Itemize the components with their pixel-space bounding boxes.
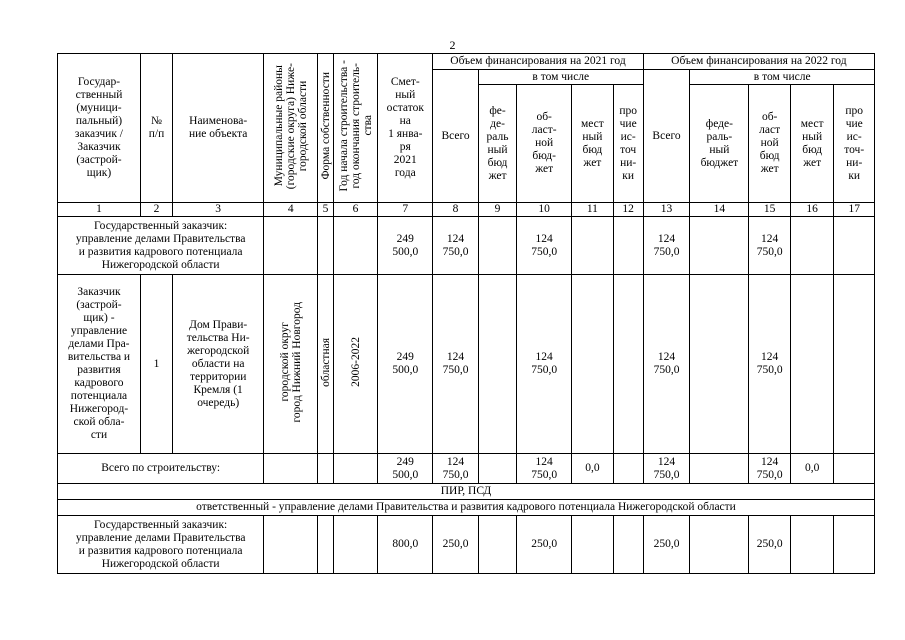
col-number: 5: [318, 203, 334, 217]
regional-2022-value: 124 750,0: [749, 454, 790, 484]
header-other-2021: про чие ис- точ ни- ки: [613, 85, 643, 203]
state-customer-label: Государственный заказчик: управление делами Правительства и развития кадрового потенциала Нижегородской области: [58, 516, 264, 574]
col-number: 6: [333, 203, 378, 217]
responsible-row: [58, 500, 875, 516]
col-number: 14: [690, 203, 749, 217]
total-2022-value: 124 750,0: [643, 454, 690, 484]
state-customer-row-2: [58, 516, 875, 574]
regional-2021-value: 124 750,0: [517, 217, 572, 275]
col-number: 3: [173, 203, 264, 217]
header-regional-2021: об- ласт- ной бюд- жет: [517, 85, 572, 203]
header-number: № п/п: [140, 54, 172, 203]
object-customer: Заказчик (застрой- щик) - управление делами Пра- вительства и развития кадрового потенциала Нижегород- ской обла- сти: [58, 275, 141, 454]
estimate-value: 249 500,0: [378, 454, 433, 484]
total-2021-value: 124 750,0: [433, 275, 479, 454]
header-fin-2022: Объем финансирования на 2022 год: [643, 54, 874, 70]
header-total-2022: Всего: [643, 70, 690, 203]
total-2021-value: 124 750,0: [433, 217, 479, 275]
object-name: Дом Прави- тельства Ни- жегородской области на территории Кремля (1 очередь): [173, 275, 264, 454]
object-number: 1: [140, 275, 172, 454]
col-number: 4: [264, 203, 318, 217]
total-2021-value: 250,0: [433, 516, 479, 574]
local-2022-value: 0,0: [790, 454, 834, 484]
regional-2022-value: 124 750,0: [749, 275, 790, 454]
total-label: Всего по строительству:: [58, 454, 264, 484]
pir-psd-label: ПИР, ПСД: [58, 484, 875, 500]
pir-psd-row: [58, 484, 875, 500]
header-customer: Государ- ственный (муници- пальный) заказчик / Заказчик (застрой- щик): [58, 54, 141, 203]
state-customer-row: [58, 217, 875, 275]
col-number: 13: [643, 203, 690, 217]
col-number: 10: [517, 203, 572, 217]
col-number: 9: [478, 203, 516, 217]
estimate-value: 249 500,0: [378, 217, 433, 275]
header-total-2021: Всего: [433, 70, 479, 203]
total-row: [58, 454, 875, 484]
total-2022-value: 124 750,0: [643, 275, 690, 454]
col-number: 11: [572, 203, 613, 217]
regional-2021-value: 250,0: [517, 516, 572, 574]
regional-2021-value: 124 750,0: [517, 454, 572, 484]
col-number: 12: [613, 203, 643, 217]
estimate-value: 800,0: [378, 516, 433, 574]
total-2021-value: 124 750,0: [433, 454, 479, 484]
header-years: Год начала строительства - год окончания строитель- ства: [333, 54, 378, 203]
col-number: 2: [140, 203, 172, 217]
header-other-2022: про чие ис- точ- ни- ки: [834, 85, 875, 203]
object-ownership: областная: [318, 275, 334, 454]
header-local-2022: мест ный бюд жет: [790, 85, 834, 203]
regional-2022-value: 124 750,0: [749, 217, 790, 275]
local-2021-value: 0,0: [572, 454, 613, 484]
header-including-2021: в том числе: [478, 70, 643, 85]
responsible-label: ответственный - управление делами Правительства и развития кадрового потенциала Нижегородской области: [58, 500, 875, 516]
total-2022-value: 250,0: [643, 516, 690, 574]
object-district: городской округ город Нижний Новгород: [264, 275, 318, 454]
header-object-name: Наименова- ние объекта: [173, 54, 264, 203]
header-districts: Муниципальные районы (городские округа) Ниже- городской области: [264, 54, 318, 203]
header-local-2021: мест ный бюд жет: [572, 85, 613, 203]
col-number: 1: [58, 203, 141, 217]
col-number: 7: [378, 203, 433, 217]
object-row: [58, 275, 875, 454]
header-estimate: Смет- ный остаток на 1 янва- ря 2021 года: [378, 54, 433, 203]
page-number: 2: [449, 38, 456, 52]
header-row-1: [58, 54, 875, 70]
col-number: 17: [834, 203, 875, 217]
col-number: 15: [749, 203, 790, 217]
header-ownership: Форма собственности: [318, 54, 334, 203]
header-including-2022: в том числе: [690, 70, 875, 85]
financing-table: [57, 53, 875, 574]
col-number: 16: [790, 203, 834, 217]
header-fin-2021: Объем финансирования на 2021 год: [433, 54, 643, 70]
object-years: 2006-2022: [333, 275, 378, 454]
header-federal-2021: фе- де- раль ный бюд жет: [478, 85, 516, 203]
header-regional-2022: об- ласт ной бюд жет: [749, 85, 790, 203]
regional-2021-value: 124 750,0: [517, 275, 572, 454]
total-2022-value: 124 750,0: [643, 217, 690, 275]
state-customer-label: Государственный заказчик: управление делами Правительства и развития кадрового потенциала Нижегородской области: [58, 217, 264, 275]
column-numbers-row: [58, 203, 875, 217]
regional-2022-value: 250,0: [749, 516, 790, 574]
header-federal-2022: феде- раль- ный бюджет: [690, 85, 749, 203]
col-number: 8: [433, 203, 479, 217]
estimate-value: 249 500,0: [378, 275, 433, 454]
